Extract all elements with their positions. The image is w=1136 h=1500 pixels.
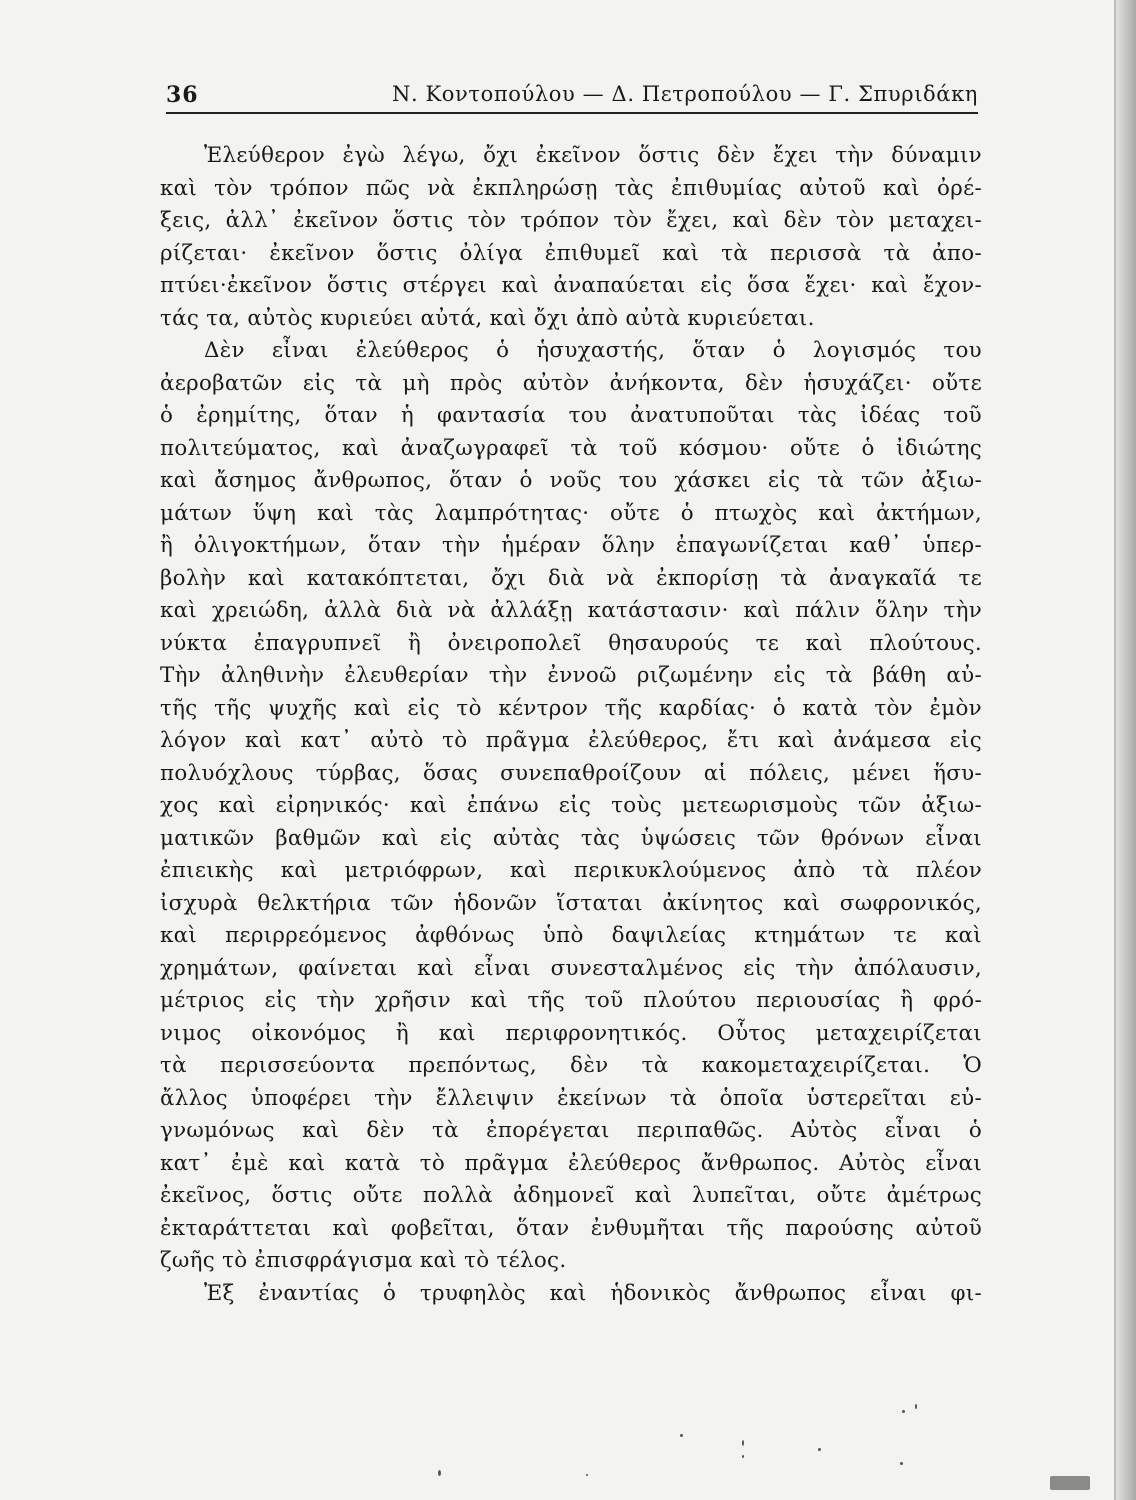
text-line: νιμος οἰκονόμος ἢ καὶ περιφρονητικός. Οὗτος μεταχειρίζεται (160, 1020, 982, 1046)
text-line: ἄλλος ὑποφέρει τὴν ἔλλειψιν ἐκείνων τὰ ὁποῖα ὑστερεῖται εὐ- (160, 1085, 982, 1111)
text-line: τὰ περισσεύοντα πρεπόντως, δὲν τὰ κακομεταχειρίζεται. Ὁ (160, 1053, 982, 1078)
text-line: βολὴν καὶ κατακόπτεται, ὄχι διὰ νὰ ἐκπορίσῃ τὰ ἀναγκαῖά τε (160, 565, 982, 591)
print-speck (680, 1434, 683, 1437)
text-line: ξεις, ἀλλ᾽ ἐκεῖνον ὅστις τὸν τρόπον τὸν ἔχει, καὶ δὲν τὸν μεταχει- (160, 208, 982, 233)
text-line: ρίζεται· ἐκεῖνον ὅστις ὀλίγα ἐπιθυμεῖ καὶ τὰ περισσὰ τὰ ἀπο- (160, 240, 982, 266)
text-line: νύκτα ἐπαγρυπνεῖ ἢ ὀνειροπολεῖ θησαυρούς τε καὶ πλούτους. (160, 630, 982, 656)
print-speck (915, 1404, 917, 1409)
text-line: χρημάτων, φαίνεται καὶ εἶναι συνεσταλμένος εἰς τὴν ἀπόλαυσιν, (160, 955, 982, 981)
text-line: ματικῶν βαθμῶν καὶ εἰς αὐτὰς τὰς ὑψώσεις τῶν θρόνων εἶναι (160, 825, 982, 851)
text-line: ἐπιεικὴς καὶ μετριόφρων, καὶ περικυκλούμενος ἀπὸ τὰ πλέον (160, 858, 982, 883)
text-line: τῆς τῆς ψυχῆς καὶ εἰς τὸ κέντρον τῆς καρδίας· ὁ κατὰ τὸν ἐμὸν (160, 695, 982, 721)
text-line: ἀεροβατῶν εἰς τὰ μὴ πρὸς αὐτὸν ἀνήκοντα, δὲν ἡσυχάζει· οὔτε (160, 370, 982, 396)
text-line: καὶ ἄσημος ἄνθρωπος, ὅταν ὁ νοῦς του χάσκει εἰς τὰ τῶν ἀξιω- (160, 468, 982, 493)
text-line: μέτριος εἰς τὴν χρῆσιν καὶ τῆς τοῦ πλούτου περιουσίας ἢ φρό- (160, 988, 982, 1013)
print-speck (742, 1455, 744, 1458)
text-line: λόγον καὶ κατ᾽ αὐτὸ τὸ πρᾶγμα ἐλεύθερος, ἔτι καὶ ἀνάμεσα εἰς (160, 728, 982, 753)
text-line: ἰσχυρὰ θελκτήρια τῶν ἡδονῶν ἵσταται ἀκίνητος καὶ σωφρονικός, (160, 890, 982, 916)
page-edge-shadow (1114, 0, 1136, 1500)
print-speck (438, 1470, 441, 1476)
text-line: ἐκεῖνος, ὅστις οὔτε πολλὰ ἀδημονεῖ καὶ λυπεῖται, οὔτε ἀμέτρως (160, 1183, 982, 1208)
text-line: μάτων ὕψη καὶ τὰς λαμπρότητας· οὔτε ὁ πτωχὸς καὶ ἀκτήμων, (160, 500, 982, 526)
text-line: ζωῆς τὸ ἐπισφράγισμα καὶ τὸ τέλος. (160, 1248, 567, 1273)
page-number: 36 (166, 82, 199, 108)
text-line: γνωμόνως καὶ δὲν τὰ ἐπορέγεται περιπαθῶς. Αὐτὸς εἶναι ὁ (160, 1118, 982, 1143)
text-line: ὁ ἐρημίτης, ὅταν ἡ φαντασία του ἀνατυποῦται τὰς ἰδέας τοῦ (160, 403, 982, 428)
text-line: ἐκταράττεται καὶ φοβεῖται, ὅταν ἐνθυμῆται τῆς παρούσης αὐτοῦ (160, 1215, 982, 1241)
text-line: πολιτεύματος, καὶ ἀναζωγραφεῖ τὰ τοῦ κόσμου· οὔτε ὁ ἰδιώτης (160, 435, 982, 461)
text-line: Ἐλεύθερον ἐγὼ λέγω, ὄχι ἐκεῖνον ὅστις δὲν ἔχει τὴν δύναμιν (204, 143, 982, 168)
print-speck (586, 1474, 588, 1476)
running-head: Ν. Κοντοπούλου — Δ. Πετροπούλου — Γ. Σπυριδάκη (391, 82, 978, 106)
print-speck (818, 1448, 821, 1451)
text-line: Δὲν εἶναι ἐλεύθερος ὁ ἡσυχαστής, ὅταν ὁ λογισμός του (204, 338, 982, 363)
text-line: Τὴν ἀληθινὴν ἐλευθερίαν τὴν ἐννοῶ ριζωμένην εἰς τὰ βάθη αὐ- (160, 663, 982, 688)
text-line: κατ᾽ ἐμὲ καὶ κατὰ τὸ πρᾶγμα ἐλεύθερος ἄνθρωπος. Αὐτὸς εἶναι (160, 1150, 982, 1176)
print-speck (742, 1440, 744, 1446)
text-line: τάς τα, αὐτὸς κυριεύει αὐτά, καὶ ὄχι ἀπὸ αὐτὰ κυριεύεται. (160, 305, 815, 331)
text-line: καὶ τὸν τρόπον πῶς νὰ ἐκπληρώσῃ τὰς ἐπιθυμίας αὐτοῦ καὶ ὀρέ- (160, 175, 982, 201)
header-rule (166, 112, 978, 114)
text-line: καὶ περιρρεόμενος ἀφθόνως ὑπὸ δαψιλείας κτημάτων τε καὶ (160, 923, 982, 948)
text-line: Ἐξ ἐναντίας ὁ τρυφηλὸς καὶ ἡδονικὸς ἄνθρωπος εἶναι φι- (204, 1280, 982, 1306)
text-line: ἢ ὀλιγοκτήμων, ὅταν τὴν ἡμέραν ὅλην ἐπαγωνίζεται καθ᾽ ὑπερ- (160, 533, 982, 558)
print-speck (900, 1462, 903, 1465)
page-header (166, 78, 978, 118)
text-line: καὶ χρειώδη, ἀλλὰ διὰ νὰ ἀλλάξῃ κατάστασιν· καὶ πάλιν ὅλην τὴν (160, 598, 982, 623)
text-line: πολυόχλους τύρβας, ὅσας συνεπαθροίζουν αἱ πόλεις, μένει ἥσυ- (160, 760, 982, 786)
body-text (160, 140, 982, 1310)
print-speck (1050, 1476, 1090, 1490)
print-speck (902, 1410, 905, 1413)
text-line: χος καὶ εἰρηνικός· καὶ ἐπάνω εἰς τοὺς μετεωρισμοὺς τῶν ἀξιω- (160, 793, 982, 818)
text-line: πτύει·ἐκεῖνον ὅστις στέργει καὶ ἀναπαύεται εἰς ὅσα ἔχει· καὶ ἔχον- (160, 273, 982, 298)
